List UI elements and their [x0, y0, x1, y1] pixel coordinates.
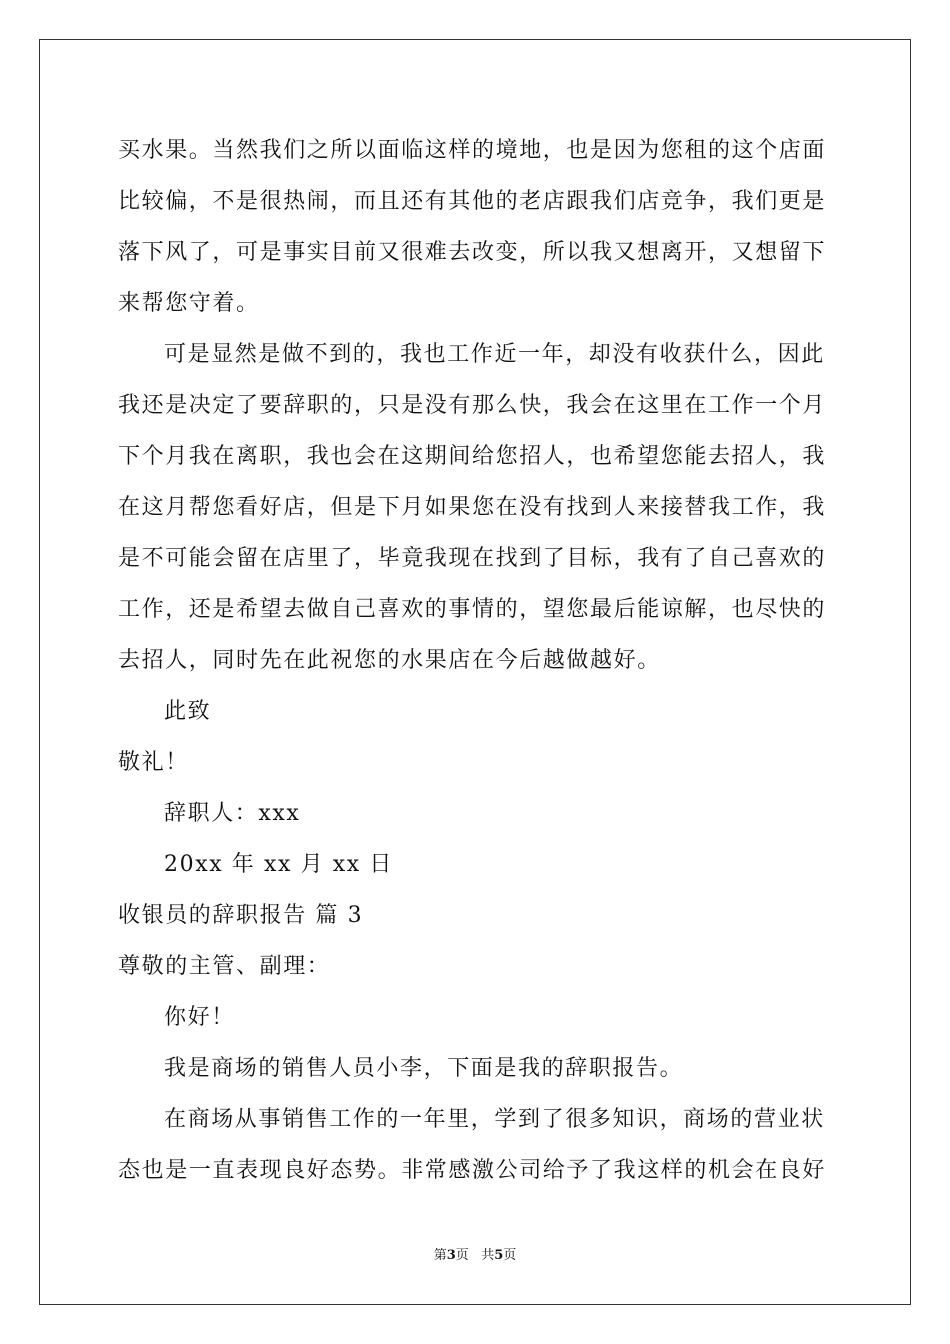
text-line: 下个月我在离职，我也会在这期间给您招人，也希望您能去招人，我 — [118, 444, 827, 469]
text-line: 态也是一直表现良好态势。非常感激公司给予了我这样的机会在良好 — [118, 1158, 827, 1183]
text-line: 比较偏，不是很热闹，而且还有其他的老店跟我们店竞争，我们更是 — [118, 189, 827, 214]
footer-total-pages: 5 — [494, 1248, 504, 1263]
text-line: 在这月帮您看好店，但是下月如果您在没有找到人来接替我工作，我 — [118, 495, 827, 520]
text-line: 买水果。当然我们之所以面临这样的境地，也是因为您租的这个店面 — [118, 138, 827, 163]
text-line: 落下风了，可是事实目前又很难去改变，所以我又想离开，又想留下 — [118, 240, 827, 265]
paragraph-start: 在商场从事销售工作的一年里，学到了很多知识，商场的营业状 — [164, 1107, 825, 1132]
section-heading: 收银员的辞职报告 篇 3 — [118, 903, 364, 928]
footer-page-suffix: 页 — [455, 1248, 469, 1263]
text-line: 去招人，同时先在此祝您的水果店在今后越做越好。 — [118, 648, 661, 673]
page-footer — [0, 1246, 950, 1266]
text-line: 我还是决定了要辞职的，只是没有那么快，我会在这里在工作一个月 — [118, 393, 827, 418]
footer-total-suffix: 页 — [503, 1248, 517, 1263]
text-line: 是不可能会留在店里了，毕竟我现在找到了目标，我有了自己喜欢的 — [118, 546, 827, 571]
text-line: 工作，还是希望去做自己喜欢的事情的，望您最后能谅解，也尽快的 — [118, 597, 827, 622]
footer-total-prefix: 共 — [481, 1248, 495, 1263]
paragraph-start: 可是显然是做不到的，我也工作近一年，却没有收获什么，因此 — [164, 342, 825, 367]
signature-date: 20xx 年 xx 月 xx 日 — [164, 852, 394, 877]
footer-page-number: 3 — [446, 1248, 456, 1263]
signature-name: 辞职人：xxx — [164, 801, 301, 826]
greeting: 你好！ — [164, 1005, 235, 1030]
footer-prefix: 第 — [433, 1248, 447, 1263]
closing-salutation: 此致 — [164, 699, 212, 724]
letter-addressee: 尊敬的主管、副理： — [118, 954, 331, 979]
text-line: 来帮您守着。 — [118, 291, 260, 316]
closing-regards: 敬礼！ — [118, 750, 189, 775]
paragraph-start: 我是商场的销售人员小李，下面是我的辞职报告。 — [164, 1056, 684, 1081]
document-body — [118, 125, 834, 1196]
